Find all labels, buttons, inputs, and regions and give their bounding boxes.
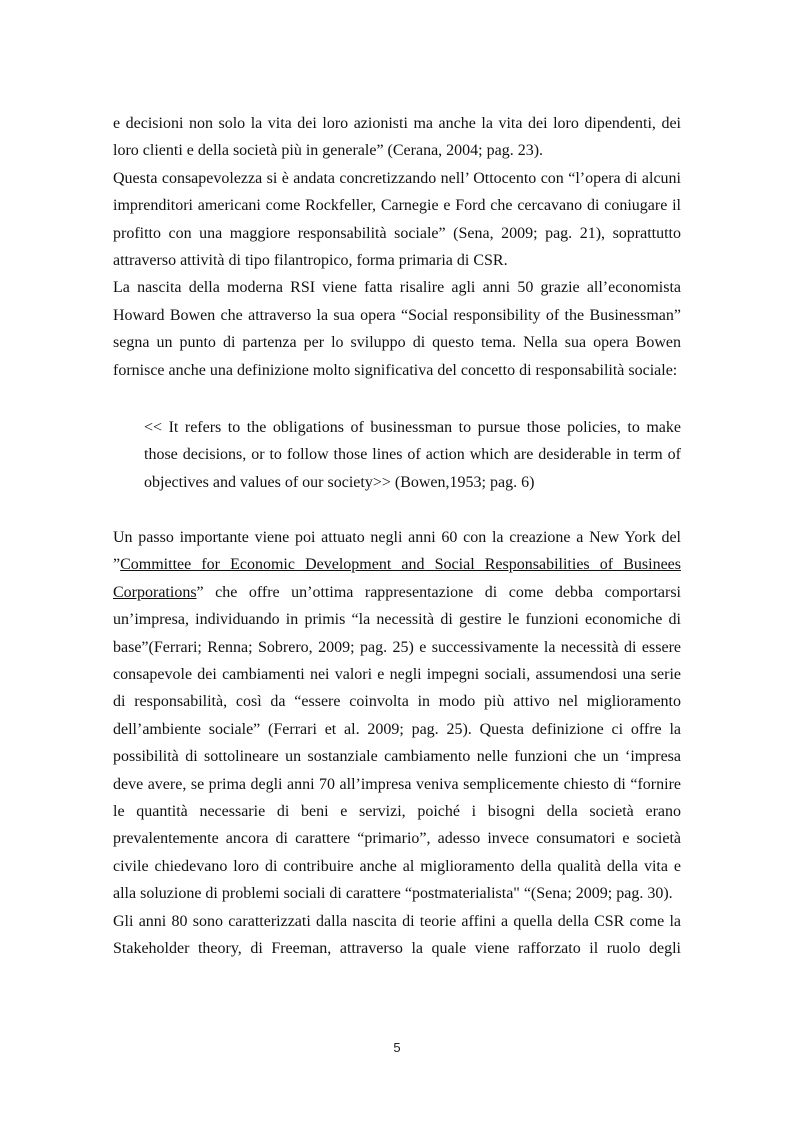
paragraph-ottocento: Questa consapevolezza si è andata concretizzando nell’ Ottocento con “l’opera di alcuni imprenditori americani come Rockfeller, Carnegie e Ford che cercavano di coniugare il profitto con una maggiore responsabilità sociale” (Sena, 2009; pag. 21), soprattutto attraverso attività di tipo filantropico, forma primaria di CSR.	[113, 169, 681, 270]
page-number: 5	[393, 1040, 401, 1055]
committee-text-before: Un passo importante viene poi attuato negli anni 60 con la creazione a New York del ”	[113, 529, 681, 574]
paragraph-committee	[113, 524, 681, 908]
text-block-bottom	[113, 524, 681, 963]
paragraph-cerana: e decisioni non solo la vita dei loro azionisti ma anche la vita dei loro dipendenti, dei loro clienti e della società più in generale” (Cerana, 2004; pag. 23).	[113, 115, 681, 160]
block-quote-bowen	[144, 414, 681, 496]
text-block-top	[113, 110, 681, 384]
paragraph-bowen: La nascita della moderna RSI viene fatta risalire agli anni 50 grazie all’economista Howard Bowen che attraverso la sua opera “Social responsibility of the Businessman” segna un punto di partenza per lo sviluppo di questo tema. Nella sua opera Bowen fornisce anche una definizione molto significativa del concetto di responsabilità sociale:	[113, 279, 681, 379]
paragraph-stakeholder: Gli anni 80 sono caratterizzati dalla nascita di teorie affini a quella della CSR come la Stakeholder theory, di Freeman, attraverso la quale viene rafforzato il ruolo degli	[113, 912, 681, 958]
document-page	[113, 0, 681, 1123]
committee-text-after: ” che offre un’ottima rappresentazione di come debba comportarsi un’impresa, individuando in primis “la necessità di gestire le funzioni economiche di base”(Ferrari; Renna; Sobrero, 2009; pag. 25) e successivamente la necessità di essere consapevole dei cambiamenti nei valori e negli impegni sociali, assumendosi una serie di responsabilità, così da “essere coinvolta in modo più attivo nel miglioramento dell’ambiente sociale” (Ferrari et al. 2009; pag. 25). Questa definizione ci offre la possibilità di sottolineare un sostanziale cambiamento nelle funzioni che un ‘impresa deve avere, se prima degli anni 70 all’impresa veniva semplicemente chiesto di “fornire le quantità necessarie di beni e servizi, poiché i bisogni della società erano prevalentemente ancora di carattere “primario”, adesso invece consumatori e società civile chiedevano loro di contribuire anche al miglioramento della qualità della vita e alla soluzione di problemi sociali di carattere “postmaterialista" “(Sena; 2009; pag. 30).	[113, 583, 681, 903]
quote-text: << It refers to the obligations of businessman to pursue those policies, to make those decisions, or to follow those lines of action which are desiderable in term of objectives and values of our society>> (Bowen,1953; pag. 6)	[144, 419, 681, 491]
committee-title-underlined: Committee for Economic Development and Social Responsabilities of Businees Corporations	[113, 556, 681, 601]
